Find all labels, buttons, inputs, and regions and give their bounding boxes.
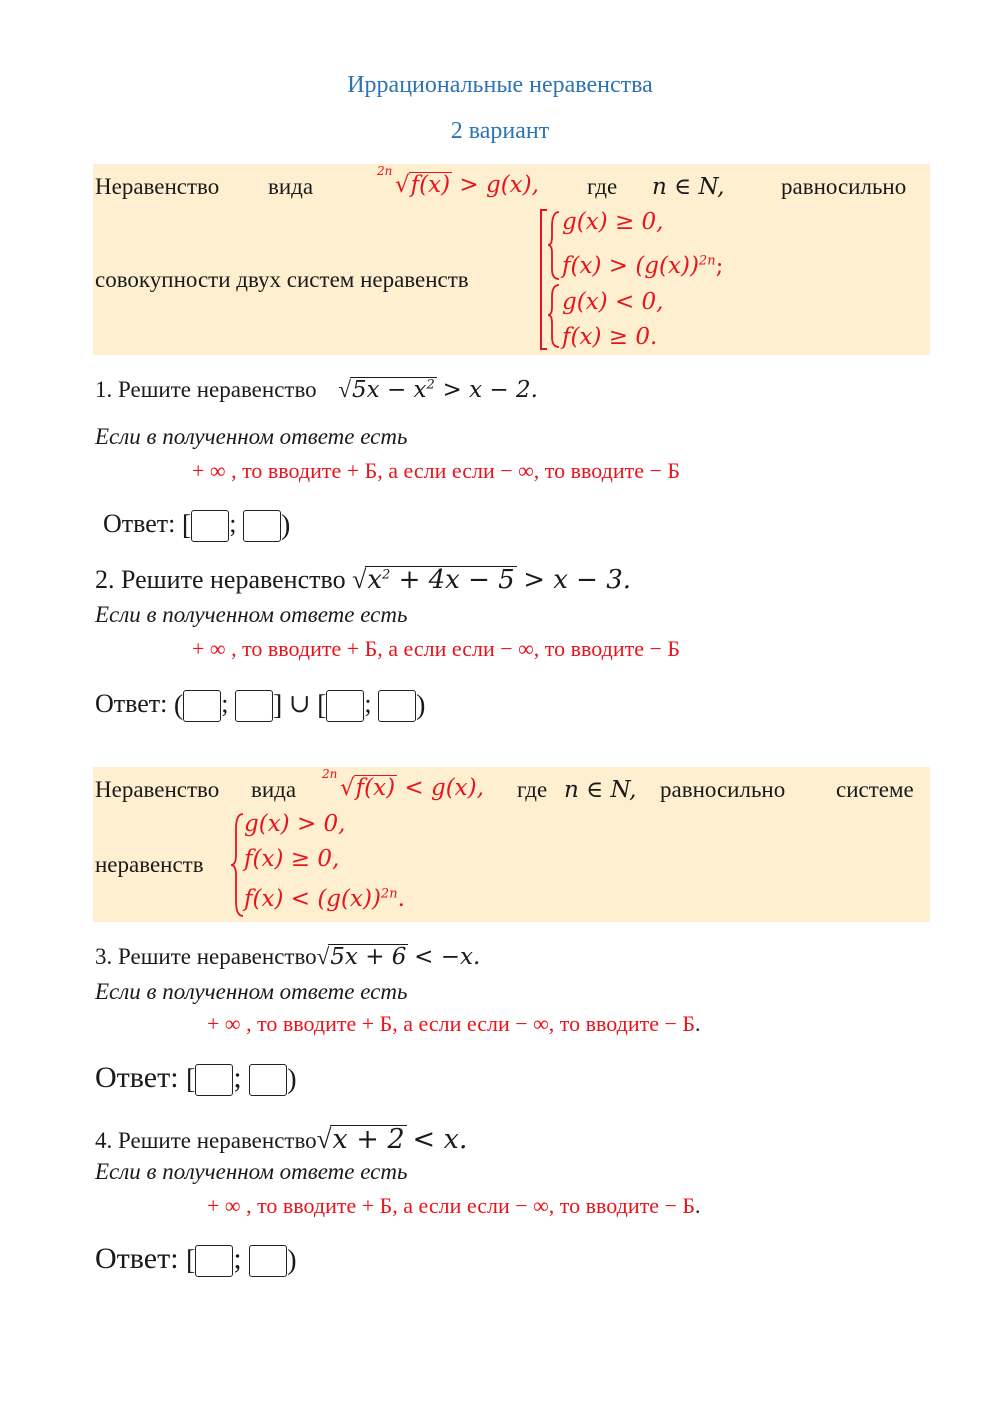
theory1-rhs: > g(x), xyxy=(459,172,539,198)
theory2-rhs: < g(x), xyxy=(404,775,484,801)
task2-close-paren-2: ) xyxy=(416,690,426,722)
task1-hint-italic: Если в полученном ответе есть xyxy=(95,424,408,449)
theory1-sys2a: g(x) < 0, xyxy=(562,289,664,315)
task2-open-bracket-2: [ xyxy=(317,690,327,722)
task2-separator-1: ; xyxy=(221,689,229,718)
task1-statement: 1. Решите неравенство $√5x - x^2 > x - 2$. xyxy=(95,377,538,403)
task4-hint-red-line xyxy=(207,1193,701,1219)
task3-answer-row xyxy=(95,1061,297,1096)
task1-answer-row xyxy=(103,509,290,542)
theory2-s3-line xyxy=(244,886,405,912)
task3-answer-input-1[interactable] xyxy=(195,1064,233,1096)
theory2-word-vida: вида xyxy=(251,777,297,802)
task1-answer-label: Ответ: xyxy=(103,509,176,538)
theory2-s3-exp: 2n xyxy=(380,886,398,902)
task4-label: 4. Решите неравенство xyxy=(95,1128,317,1153)
brace xyxy=(231,814,243,916)
task3-hint-dot: . xyxy=(695,1011,701,1036)
task2-answer-input-2[interactable] xyxy=(235,690,273,722)
theory2-s3-end: . xyxy=(397,886,405,912)
task3-answer-input-2[interactable] xyxy=(249,1064,287,1096)
task2-hint-italic: Если в полученном ответе есть xyxy=(95,602,408,627)
theory2-radicand: f(x) xyxy=(355,775,396,801)
task3-statement: 3. Решите неравенство√5x + 6 < −x. xyxy=(95,944,481,970)
task3-answer-label: Ответ: xyxy=(95,1061,179,1094)
task3-close-bracket: ) xyxy=(287,1064,297,1096)
task2-radicand xyxy=(365,566,516,594)
task3-rest: < −x. xyxy=(414,944,481,970)
task4-answer-label: Ответ: xyxy=(95,1242,179,1275)
theory1-sys2b: f(x) ≥ 0. xyxy=(562,324,658,350)
task2-hint-red: + ∞ , то вводите + Б, а если если − ∞, то вводите − Б xyxy=(192,636,681,661)
task3-radicand: 5x + 6 xyxy=(330,944,407,970)
task2-answer-input-1[interactable] xyxy=(183,690,221,722)
task2-answer-input-3[interactable] xyxy=(326,690,364,722)
theory1-sys1b-line xyxy=(562,253,723,279)
task1-label: 1. Решите неравенство xyxy=(95,377,317,402)
task3-separator: ; xyxy=(233,1061,242,1094)
task4-hint-dot: . xyxy=(695,1193,701,1218)
theory2-root-index: 2n xyxy=(322,767,338,781)
theory1-word-gde: где xyxy=(587,174,618,199)
task1-answer-input-1[interactable] xyxy=(191,510,229,542)
task4-rest: < x. xyxy=(412,1124,468,1155)
theory1-brackets xyxy=(535,207,565,352)
task1-close-bracket: ) xyxy=(280,510,291,542)
theory2-word-sisteme: системе xyxy=(836,777,914,802)
square-bracket xyxy=(541,210,547,349)
task2-answer-row xyxy=(95,689,425,722)
theory2-root-expression: 2n √f(x) < g(x), xyxy=(322,767,484,801)
task1-separator: ; xyxy=(229,509,237,538)
task3-hint-red-line xyxy=(207,1011,701,1037)
task4-answer-input-2[interactable] xyxy=(249,1245,287,1277)
task4-separator: ; xyxy=(233,1242,242,1275)
theory2-word-gde: где xyxy=(517,777,548,802)
variant-label: 2 вариант xyxy=(450,118,550,144)
task2-radicand-rest: + 4x − 5 xyxy=(390,565,515,595)
task4-answer-input-1[interactable] xyxy=(195,1245,233,1277)
task2-statement: 2. Решите неравенство $√x^2 + 4x - 5 > x - 3$. xyxy=(95,565,632,595)
theory2-word-neravenstvo: Неравенство xyxy=(95,777,220,802)
task2-answer-input-4[interactable] xyxy=(378,690,416,722)
theory2-word-ravnosilno: равносильно xyxy=(660,777,786,802)
page-title: Иррациональные неравенства xyxy=(347,72,653,98)
task3-hint-red: + ∞ , то вводите + Б, а если если − ∞, то вводите − Б xyxy=(207,1011,696,1036)
task2-union: ∪ xyxy=(288,689,311,719)
task2-radicand-exp: 2 xyxy=(382,567,391,583)
task4-close-bracket: ) xyxy=(287,1245,297,1277)
theory1-root-index: 2n xyxy=(377,164,393,178)
theory1-root-expression: 2n √f(x) > g(x), xyxy=(377,164,539,198)
theory1-sys1b: f(x) > (g(x)) xyxy=(562,253,699,279)
task4-answer-row xyxy=(95,1242,297,1277)
theory2-s3: f(x) < (g(x)) xyxy=(244,886,381,912)
task1-radicand-exp: 2 xyxy=(426,377,435,393)
task2-label: 2. Решите неравенство xyxy=(95,565,346,594)
theory1-sys1b-exp: 2n xyxy=(698,253,716,269)
theory1-condition: n ∈ N, xyxy=(652,174,725,200)
task3-label: 3. Решите неравенство xyxy=(95,944,317,969)
task4-open-bracket: [ xyxy=(186,1245,196,1277)
brace-bottom xyxy=(548,285,559,347)
theory1-line2: совокупности двух систем неравенств xyxy=(95,267,469,292)
task1-hint-red: + ∞ , то вводите + Б, а если если − ∞, то вводите − Б xyxy=(192,458,681,483)
task1-answer-input-2[interactable] xyxy=(243,510,281,542)
task3-open-bracket: [ xyxy=(186,1064,196,1096)
task4-hint-red: + ∞ , то вводите + Б, а если если − ∞, то вводите − Б xyxy=(207,1193,696,1218)
task2-answer-label: Ответ: xyxy=(95,689,168,718)
theory1-word-ravnosilno: равносильно xyxy=(781,174,907,199)
theory2-line2: неравенств xyxy=(95,852,204,877)
task2-close-bracket-1: ] xyxy=(272,690,283,722)
theory1-radicand: f(x) xyxy=(410,172,451,198)
task1-radicand-text: 5x − x xyxy=(352,377,427,403)
task4-radicand: x + 2 xyxy=(332,1124,405,1155)
task3-hint-italic: Если в полученном ответе есть xyxy=(95,979,408,1004)
theory1-word-neravenstvo: Неравенство xyxy=(95,174,220,199)
task2-separator-2: ; xyxy=(364,689,372,718)
theory1-sys1b-end: ; xyxy=(715,253,724,279)
theory1-word-vida: вида xyxy=(268,174,314,199)
theory2-s2: f(x) ≥ 0, xyxy=(244,846,340,872)
theory2-s1: g(x) > 0, xyxy=(244,811,346,837)
task4-hint-italic: Если в полученном ответе есть xyxy=(95,1159,408,1184)
task1-open-bracket: [ xyxy=(181,510,192,542)
task4-statement: 4. Решите неравенство√x + 2 < x. xyxy=(95,1124,468,1155)
task2-open-paren: ( xyxy=(173,690,184,722)
brace-top xyxy=(548,212,559,279)
theory1-sys1a: g(x) ≥ 0, xyxy=(562,209,664,235)
theory2-condition: n ∈ N, xyxy=(564,777,637,803)
task1-rest: > x − 2. xyxy=(442,377,538,403)
task1-radicand xyxy=(350,377,437,402)
task2-rest: > x − 3. xyxy=(523,565,632,595)
task2-radicand-x: x xyxy=(367,565,383,595)
